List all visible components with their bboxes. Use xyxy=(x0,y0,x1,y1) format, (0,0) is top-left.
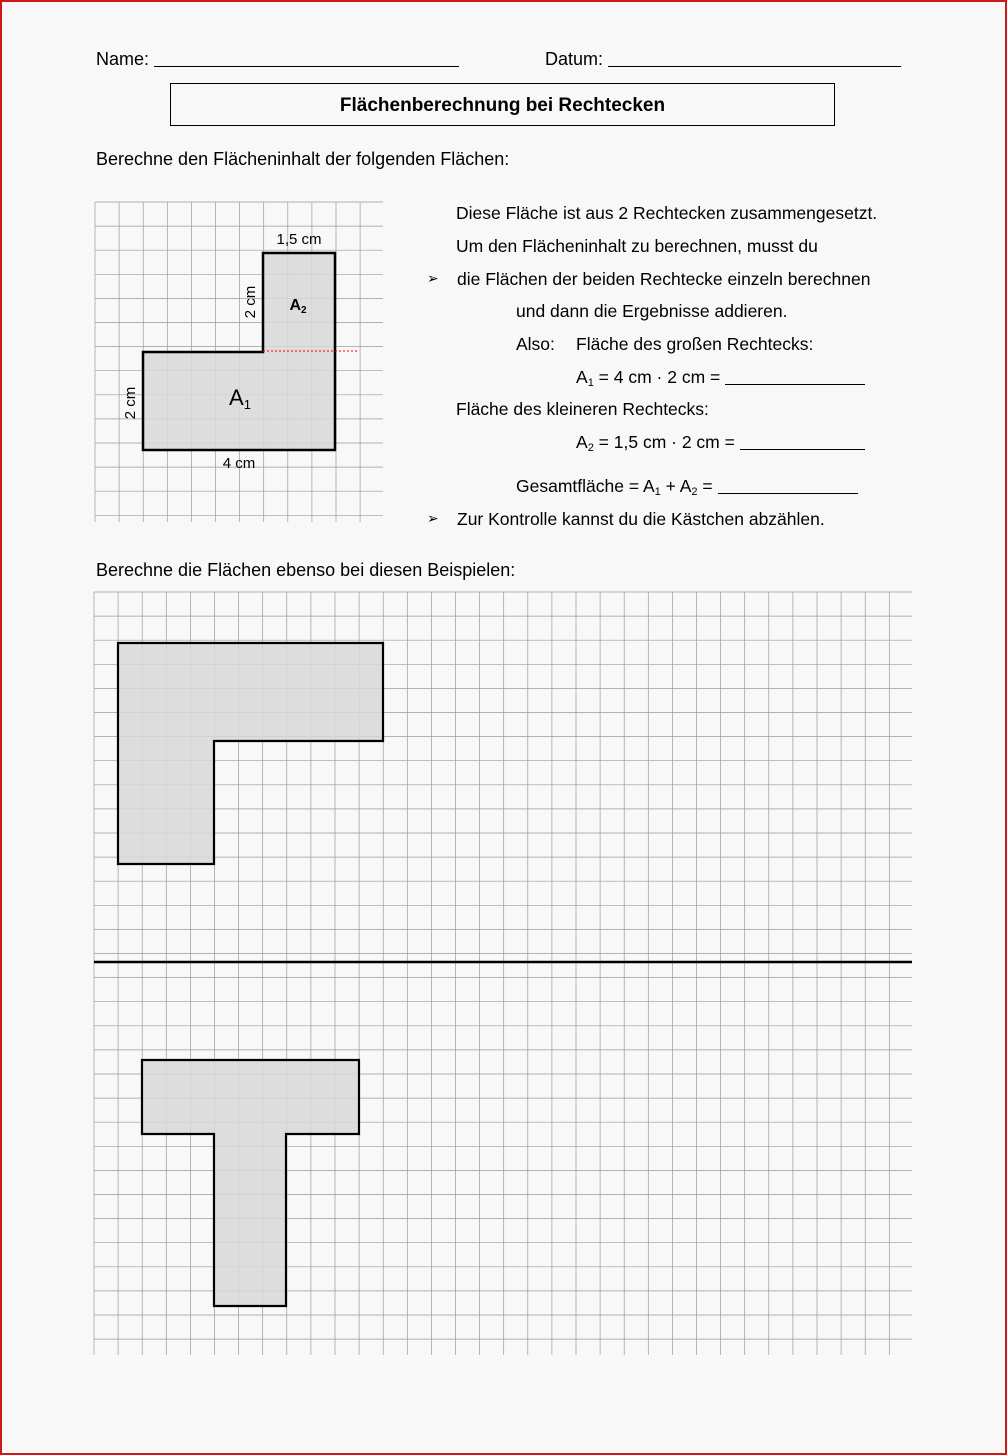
example-shape xyxy=(143,253,335,450)
formula-2-rest: = 1,5 cm · 2 cm = xyxy=(593,432,735,452)
total-post: = xyxy=(697,476,713,496)
total-sub-1: 1 xyxy=(654,486,661,498)
explanation-line-2: Um den Flächeninhalt zu berechnen, musst du xyxy=(456,236,818,256)
date-blank[interactable] xyxy=(608,49,901,67)
formula-1-symbol: A xyxy=(576,367,588,387)
total-formula xyxy=(516,476,858,497)
total-mid: + A xyxy=(660,476,692,496)
explanation-line-1: Diese Fläche ist aus 2 Rechtecken zusammengesetzt. xyxy=(456,203,878,223)
dim-upper-left: 2 cm xyxy=(242,285,259,319)
formula-2-sub: 2 xyxy=(587,442,594,454)
exercise-shape-t xyxy=(142,1060,359,1306)
answer-blank-2[interactable] xyxy=(740,432,865,450)
date-field[interactable] xyxy=(545,49,901,70)
answer-blank-1[interactable] xyxy=(725,367,865,385)
date-label: Datum: xyxy=(545,49,604,69)
instruction-1: Berechne den Flächeninhalt der folgenden Flächen: xyxy=(96,149,510,169)
label-a2: A2 xyxy=(289,297,307,316)
answer-blank-total[interactable] xyxy=(718,476,858,494)
formula-1 xyxy=(576,367,865,388)
explanation-line-3: die Flächen der beiden Rechtecke einzeln berechnen xyxy=(457,269,871,289)
name-blank[interactable] xyxy=(154,49,459,67)
dim-lower-left: 2 cm xyxy=(122,386,139,420)
exercise-grid-area xyxy=(94,592,912,1355)
exercise-shape-l xyxy=(118,643,383,864)
label-a1: A1 xyxy=(229,385,251,412)
instruction-2: Berechne die Flächen ebenso bei diesen Beispielen: xyxy=(96,560,516,580)
example-figure xyxy=(95,202,385,524)
dim-top: 1,5 cm xyxy=(276,231,322,248)
name-label: Name: xyxy=(96,49,150,69)
formula-1-sub: 1 xyxy=(587,377,594,389)
formula-2 xyxy=(576,432,865,453)
total-pre: Gesamtfläche = A xyxy=(516,476,655,496)
formula-1-rest: = 4 cm · 2 cm = xyxy=(593,367,721,387)
formula-2-symbol: A xyxy=(576,432,588,452)
page-title: Flächenberechnung bei Rechtecken xyxy=(170,83,835,126)
also-label: Also: xyxy=(516,334,555,354)
name-field[interactable] xyxy=(96,49,459,70)
bullet-arrow-icon: ➢ xyxy=(427,510,439,526)
explanation-line-6: Fläche des kleineren Rechtecks: xyxy=(456,399,709,419)
explanation-line-7: Zur Kontrolle kannst du die Kästchen abzählen. xyxy=(457,509,825,529)
explanation-line-4: und dann die Ergebnisse addieren. xyxy=(516,301,788,321)
explanation-line-5: Fläche des großen Rechtecks: xyxy=(576,334,814,354)
bullet-arrow-icon: ➢ xyxy=(427,270,439,286)
dim-bottom: 4 cm xyxy=(222,455,256,472)
total-sub-2: 2 xyxy=(691,486,698,498)
